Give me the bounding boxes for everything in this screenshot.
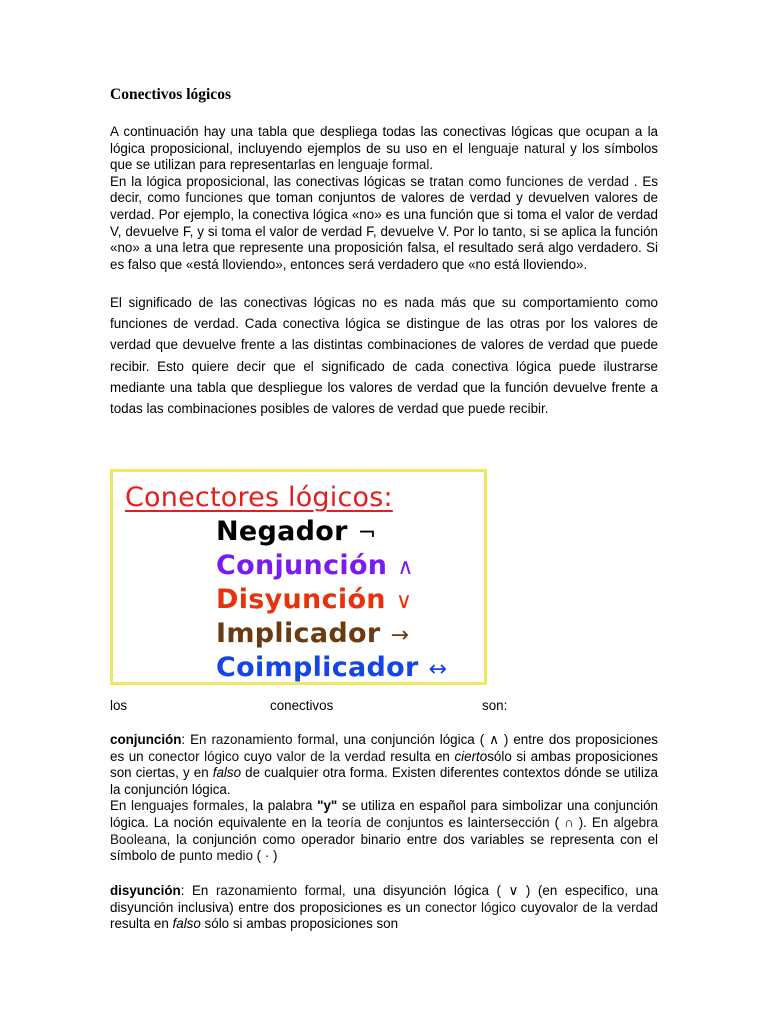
connectors-figure (110, 469, 487, 685)
text: conectivos (270, 698, 334, 713)
connector-coimplicador (216, 652, 447, 683)
and-symbol-icon: ∧ (489, 732, 499, 747)
link-conector-logico[interactable]: conector lógico (148, 748, 240, 764)
link-valor-de-la-verdad[interactable]: valor de la verdad (548, 899, 658, 915)
link-lenguajes-formales[interactable]: lenguajes formales (131, 798, 245, 814)
text: En (110, 798, 132, 814)
and-symbol-icon: ∧ (397, 555, 414, 580)
text: . (429, 157, 434, 173)
text: : En (180, 883, 216, 898)
text: que toman conjuntos de valores de verdad y devuelven valores de verdad. Por ejemplo, la conectiva lógica «no» es una función que si toma el valor de verdad V, devuelve F, y si toma el valor de verdad F, devuelve V. Por lo tanto, si se aplica la función «no» a una letra que represente una proposición falsa, el resultado será algo verdadero. Si es falso que «está lloviendo», entonces será verdadero que «no está lloviendo». (110, 190, 658, 272)
text: son: (482, 698, 508, 713)
text: resulta en (110, 916, 173, 932)
term-falso: falso (212, 765, 242, 781)
text: , la palabra (244, 798, 318, 814)
term-conjuncion: conjunción (110, 732, 182, 747)
link-punto-medio[interactable]: punto medio (179, 848, 253, 864)
link-valor-de-la-verdad[interactable]: valor de la verdad (276, 748, 386, 764)
term-y: "y" (317, 798, 338, 814)
paragraph-disyuncion (110, 883, 658, 933)
figure-title: Conectores lógicos: (125, 482, 393, 513)
link-interseccion[interactable]: intersección (478, 814, 550, 830)
paragraph-intro (110, 124, 658, 273)
text: ) entre dos proposiciones es un (110, 732, 658, 764)
term-disyuncion: disyunción (110, 883, 181, 898)
link-razonamiento-formal[interactable]: razonamiento formal (211, 732, 335, 747)
connector-label: Negador (216, 516, 348, 547)
term-falso: falso (172, 916, 201, 932)
text: ( (549, 814, 565, 830)
text: resulta en (385, 748, 455, 764)
text: ) (en especifico, una disyunción inclusiva) entre dos proposiciones es un (110, 883, 659, 915)
connector-label: Conjunción (216, 550, 388, 581)
connector-disyuncion (216, 584, 412, 615)
text: . Es decir, como (110, 173, 658, 206)
text: : En (181, 732, 212, 747)
text: , una disyunción lógica ( (341, 883, 509, 898)
text: es la (443, 814, 479, 830)
paragraph-significado: El significado de las conectivas lógicas no es nada más que su comportamiento como funciones de verdad. Cada conectiva lógica se distingue de las otras por los valores de verdad que devuelve frente a las distintas combinaciones de valores de verdad que puede recibir. Esto quiere decir que el significado de cada conectiva lógica puede ilustrarse mediante una tabla que despliegue los valores de verdad que la función devuelve frente a todas las combinaciones posibles de valores de verdad que puede recibir. (110, 295, 658, 417)
text: los (110, 698, 128, 713)
text: , la conjunción como operador binario entre dos variables se representa con el símbolo de (110, 831, 658, 864)
text: cuyo (516, 899, 549, 915)
intersection-symbol-icon: ∩ (564, 814, 574, 830)
text: ( · ) (252, 848, 278, 864)
text: sólo si ambas proposiciones son ciertas, y en (110, 748, 658, 781)
text: , una conjunción lógica ( (334, 732, 490, 747)
text: cuyo (239, 748, 277, 764)
arrow-right-icon: → (390, 623, 410, 648)
link-lenguaje-formal[interactable]: lenguaje formal (337, 157, 430, 173)
link-lenguaje-natural[interactable]: lenguaje natural (468, 140, 565, 156)
or-symbol-icon: ∨ (395, 589, 413, 614)
link-teoria-de-conjuntos[interactable]: teoría de conjuntos (327, 814, 444, 830)
text: sólo si ambas proposiciones son (200, 916, 399, 932)
document-title: Conectivos lógicos (110, 86, 231, 103)
text: y los símbolos que se utilizan para representarlas en (110, 140, 658, 173)
connector-label: Implicador (216, 618, 381, 649)
link-conector-logico[interactable]: conector lógico (425, 899, 517, 915)
text: A continuación hay una tabla que despliega todas las conectivas lógicas que ocupan a la lógica proposicional, incluyendo ejemplos de su uso en el (110, 124, 658, 156)
connector-conjuncion (216, 550, 414, 581)
text: de cualquier otra forma. Existen diferentes contextos dónde se utiliza la conjunción lógica. (110, 765, 658, 797)
text: se utiliza en español para simbolizar una conjunción lógica. La noción equivalente en la (110, 798, 658, 830)
link-razonamiento-formal[interactable]: razonamiento formal (215, 883, 342, 898)
link-funciones[interactable]: funciones (185, 190, 243, 206)
text: En la lógica proposicional, las conectivas lógicas se tratan como (110, 173, 507, 189)
link-algebra-booleana[interactable]: algebra Booleana (110, 814, 658, 847)
connector-implicador (216, 618, 409, 649)
paragraph-conjuncion (110, 732, 658, 865)
double-arrow-icon: ↔ (428, 657, 448, 682)
not-symbol-icon: ¬ (357, 521, 377, 546)
or-symbol-icon: ∨ (508, 883, 519, 898)
connector-label: Disyunción (216, 584, 386, 615)
link-funciones-de-verdad[interactable]: funciones de verdad (506, 173, 629, 189)
term-cierto: cierto (454, 748, 488, 764)
connector-label: Coimplicador (216, 652, 419, 683)
connector-negador (216, 516, 376, 547)
text: ). En (573, 814, 614, 830)
